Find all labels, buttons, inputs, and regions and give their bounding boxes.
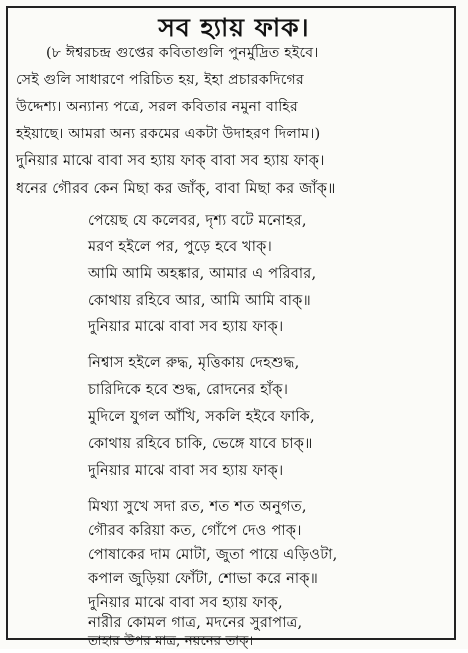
- verse-line: নারীর কোমল গাত্র, মদনের সুরাপাত্র,: [88, 614, 303, 631]
- verse-line: পেয়েছ যে কলেবর, দৃশ্য বটে মনোহর,: [88, 212, 307, 229]
- refrain-line: দুনিয়ার মাঝে বাবা সব হ্যায় ফাক্ বাবা সব হ্যায় ফাক্।: [16, 152, 325, 169]
- verse-line: মিথ্যা সুখে সদা রত, শত শত অনুগত,: [88, 498, 307, 515]
- verse-line: কপাল জুড়িয়া ফোঁটা, শোভা করে নাক্॥: [88, 570, 319, 587]
- verse-line: নিশ্বাস হইলে রুদ্ধ, মৃত্তিকায় দেহশুদ্ধ,: [88, 354, 300, 371]
- refrain-line: দুনিয়ার মাঝে বাবা সব হ্যায় ফাক্,: [88, 594, 283, 611]
- verse-line: গৌরব করিয়া কত, গোঁপে দেও পাক্।: [88, 522, 302, 539]
- intro-line: সেই গুলি সাধারণে পরিচিত হয়, ইহা প্রচারকদিগের: [16, 72, 304, 88]
- refrain-line: দুনিয়ার মাঝে বাবা সব হ্যায় ফাক্।: [88, 462, 284, 479]
- refrain-line: দুনিয়ার মাঝে বাবা সব হ্যায় ফাক্।: [88, 318, 284, 335]
- verse-line: কোথায় রহিবে চাকি, ভেঙ্গে যাবে চাক্॥: [88, 435, 313, 452]
- verse-line: চারিদিকে হবে শুদ্ধ, রোদনের হাঁক্।: [88, 381, 289, 398]
- verse-line: পোষাকের দাম মোটা, জুতা পায়ে এড়িওটা,: [88, 546, 338, 563]
- intro-line: (৮ ঈশ্বরচন্দ্র গুপ্তের কবিতাগুলি পুনর্মুদ্রিত হইবে।: [46, 45, 319, 61]
- verse-line: তাহার উপর মাত্র, নয়নের তাক্।: [88, 634, 254, 649]
- verse-line: মুদিলে যুগল আঁখি, সকলি হইবে ফাকি,: [88, 408, 315, 425]
- verse-line: কোথায় রহিবে আর, আমি আমি বাক্॥: [88, 292, 312, 309]
- intro-line: হইয়াছে। আমরা অন্য রকমের একটা উদাহরণ দিলাম।): [16, 126, 321, 142]
- verse-line: মরণ হইলে পর, পুড়ে হবে খাক্।: [88, 238, 273, 255]
- poem-title: সব হ্যায় ফাক।: [158, 13, 310, 42]
- verse-line: আমি আমি অহঙ্কার, আমার এ পরিবার,: [88, 265, 317, 282]
- intro-line: উদ্দেশ্য। অন্যান্য পত্রে, সরল কবিতার নমুনা বাহির: [16, 99, 298, 115]
- verse-line: ধনের গৌরব কেন মিছা কর জাঁক্, বাবা মিছা কর জাঁক্॥: [16, 180, 336, 197]
